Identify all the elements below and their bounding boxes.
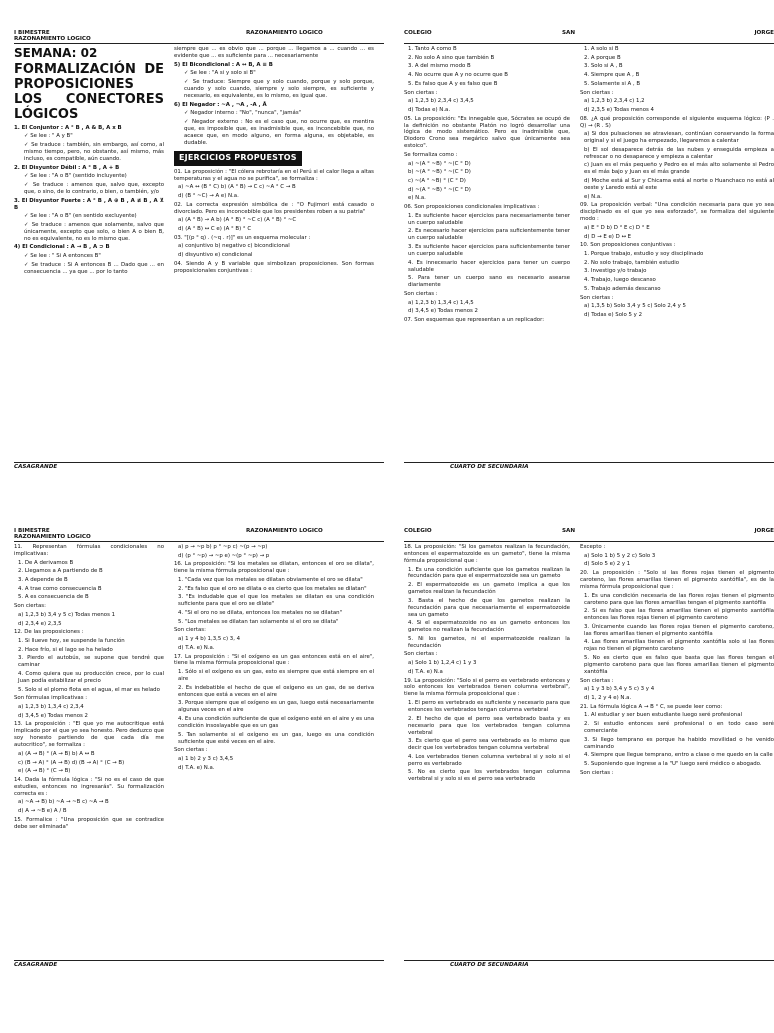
paragraph: 4) El Condicional : A → B , A ⊃ B <box>14 244 110 251</box>
paragraph: 2. Es indebatible el hecho de que el oxígeno es un gas, de se deriva entonces que está a veces en el aire <box>178 684 374 698</box>
paragraph: Son ciertas : <box>174 747 208 754</box>
paragraph: Son ciertas : <box>404 290 438 297</box>
paragraph: e) N.a. <box>584 193 602 200</box>
paragraph: 2. El Disyuntor Débil : A ° B , A + B <box>14 164 120 171</box>
paragraph: 14. Dada la fórmula lógica : "Si no es el caso de que estudies, entonces no ingresarás". Su formalización correcta es : <box>14 776 164 797</box>
paragraph: 01. La proposición : "El cólera rebrotaría en el Perú si el calor llega a altas temperaturas y el agua no se purifica", se formaliza : <box>174 168 374 182</box>
paragraph: Son ciertas: <box>174 627 206 634</box>
header-left: I BIMESTRE <box>14 528 50 534</box>
paragraph: 2. "Es falso que el oro se dilata o es cierto que los metales se dilatan" <box>178 585 367 592</box>
footer-left: CASAGRANDE <box>14 464 58 470</box>
paragraph: d) 2,3,4 e) 2,3,5 <box>18 620 62 627</box>
paragraph: Son ciertas : <box>580 677 614 684</box>
text-column-2 <box>580 544 774 958</box>
paragraph: 5. A es consecuencia de B <box>18 594 89 601</box>
paragraph: a) 1,2,3 b) 1,3,4 c) 1,4,5 <box>408 299 474 306</box>
paragraph: ✓ Se lee : "A o B" (sentido incluyente) <box>24 173 127 180</box>
paragraph: a) 1 y 4 b) 1,3,5 c) 3, 4 <box>178 636 241 643</box>
paragraph: 5. Es falso que A y es falso que B <box>408 80 498 87</box>
paragraph: a) 1 b) 2 y 3 c) 3,4,5 <box>178 755 234 762</box>
paragraph: 2. Hace frío, si el lago se ha helado <box>18 646 113 653</box>
paragraph: 18. La proposición: "Si los gametos realizan la fecundación, entonces el espermatozoide es un gameto", tiene la misma fórmula proposicional que : <box>404 544 570 564</box>
page-header <box>404 30 774 44</box>
paragraph: 5. "Los metales se dilatan tan solamente si el oro se dilata" <box>178 618 339 625</box>
paragraph: 3. "Es indudable que el que los metales se dilatan es una condición suficiente para que el oro se dilate" <box>178 594 374 608</box>
paragraph: c) (B → A) ° (A → B) d) (B → A) ° (C → B) <box>18 759 125 766</box>
paragraph: 4. Los vertebrados tienen columna vertebral si y solo si el perro es vertebrado <box>408 753 570 767</box>
paragraph: 3. Es cierto que el perro sea vertebrado es lo mismo que decir que los vertebrados tengan columna vertebral <box>408 738 570 752</box>
header-left-subject: RAZONAMIENTO LOGICO <box>14 534 91 540</box>
paragraph: 1. Sólo si el oxígeno es un gas, esto es siempre que está siempre en el aire <box>178 669 374 683</box>
paragraph: 3. El Disyuntor Fuerte : A ° B , A ⊕ B , A ≢ B , A ⊻ B <box>14 197 164 211</box>
paragraph: ✓ Se traduce : también, sin embargo, así como, al mismo tiempo, pero, no obstante, así mismo, más incluso, es compatible, aún cuando. <box>24 142 164 162</box>
paragraph: 06. Son proposiciones condicionales implicativas : <box>404 204 540 211</box>
paragraph: 3. Porque siempre que el oxígeno es un gas, luego está necesariamente algunas veces en el aire <box>178 700 374 714</box>
paragraph: a) (A → B) ° (A → B) b) A ↔ B <box>18 750 95 757</box>
paragraph: b) El sol desaparece detrás de las nubes y enseguida empieza a refrescar o no desaparece y empieza a calentar <box>584 146 774 160</box>
paragraph: a) p → ~p b) p ° ~p c) ~(p → ~p) <box>178 544 268 550</box>
paragraph: a) 1 y 3 b) 3,4 y 5 c) 3 y 4 <box>584 686 655 693</box>
text-column-1 <box>404 46 570 460</box>
paragraph: 4. Es una condición suficiente de que el oxígeno esté en el aire y es una condición insoslayable que es un gas <box>178 715 374 729</box>
paragraph: d) D → E e) D ↔ E <box>584 233 632 240</box>
paragraph: 11. Representan fórmulas condicionales no implicativas: <box>14 544 164 557</box>
page-header <box>14 30 384 44</box>
paragraph: d) T.A. e) N.a. <box>178 764 215 771</box>
paragraph: ✓ Se lee : " A y B" <box>24 133 73 140</box>
paragraph: 1. Es una condición necesaria de las flores rojas tienen el pigmento caroteno para que las flores amarillas tengan el pigmento xantófila <box>584 592 774 606</box>
paragraph: siempre que ... es obvio que ... porque ... llegamos a ... cuando ... es evidente que ... es suficiente para ... necesariamente <box>174 46 374 59</box>
paragraph: 4. A trae como consecuencia B <box>18 585 102 592</box>
paragraph: 21. La fórmula lógica A → B ° C, se puede leer como: <box>580 703 723 710</box>
paragraph: 5. No es cierto que es falso que basta que las flores tengan el pigmento caroteno para que las flores amarillas tienen el pigmento xantófila <box>584 655 774 675</box>
paragraph: 2. Si estudio entonces seré profesional o en todo caso seré comerciante <box>584 721 774 734</box>
paragraph: 4. Como quiera que su producción crece, por lo cual Juan podía estabilizar el precio <box>18 670 164 684</box>
paragraph: 4. Trabajo, luego descanso <box>584 277 656 284</box>
header-right: JORGE <box>754 528 774 534</box>
paragraph: 2. A porque B <box>584 54 621 61</box>
paragraph: b) ~(A ° ~B) ° ~(C ° D) <box>408 169 471 176</box>
paragraph: 4. No ocurre que A y no ocurre que B <box>408 72 508 79</box>
paragraph: 1. Es suficiente hacer ejercicios para necesariamente tener un cuerpo saludable <box>408 212 570 226</box>
paragraph: 3. Basta el hecho de que los gametos realizan la fecundación para que necesariamente el espermatozoide sea un gameto <box>408 597 570 618</box>
paragraph: 1. El Conjuntor : A ° B , A & B, A x B <box>14 124 122 131</box>
paragraph: c) Juan es el más pequeño y Pedro es el más alto solamente si Pedro es el más bajo y Juan es el más grande <box>584 162 774 176</box>
paragraph: a) 1,2,3 b) 2,3,4 c) 3,4,5 <box>408 98 474 105</box>
paragraph: 5. Para tener un cuerpo sano es necesario asearse diariamente <box>408 275 570 289</box>
page-2 <box>404 30 774 535</box>
paragraph: 5. Tan solamente si el oxígeno es un gas, luego es una condición suficiente que esté veces en el aire. <box>178 731 374 745</box>
paragraph: 3. A depende de B <box>18 577 68 584</box>
paragraph: d) (p ° ~p) → ~p e) ~(p ° ~p) → p <box>178 552 270 559</box>
paragraph: 08. ¿A qué proposición corresponde el siguiente esquema lógico: (P . Q) → (R . S) <box>580 115 774 129</box>
paragraph: ✓ Se lee : "A o B" (en sentido excluyente) <box>24 213 137 220</box>
text-column-2 <box>174 46 374 460</box>
paragraph: 5. Ni los gametos, ni el espermatozoide realizan la fecundación <box>408 635 570 649</box>
paragraph: 05. La proposición: "Es innegable que, Sócrates se ocupó de la definición no obstante Platón no logró desarrollar una lógica de modo sistemático. Pero es inadmisible que, Diodoro Crono sea megárico salvo que únicamente sea estoico". <box>404 115 570 150</box>
paragraph: a) Solo 1 b) 5 y 2 c) Solo 3 <box>584 552 656 559</box>
paragraph: 3. A del mismo modo B <box>408 63 471 70</box>
paragraph: a) 1,2,3 b) 1,3,4 c) 2,3,4 <box>18 703 84 710</box>
paragraph: 5. Solamente si A , B <box>584 80 641 87</box>
paragraph: ✓ Se traduce: Siempre que y solo cuando, porque y solo porque, cuando y solo cuando, siempre y solo siempre, es suficiente y necesario, es equivalente, es lo mismo, es igual que. <box>184 79 374 99</box>
paragraph: 1. "Cada vez que los metales se dilatan obviamente el oro se dilata" <box>178 577 363 584</box>
paragraph: a) ~(A ° ~B) ° ~(C ° D) <box>408 160 471 167</box>
paragraph: d) A → ~B e) A / B <box>18 808 67 815</box>
paragraph: 3. Pierdo el autobús, se supone que tendré que caminar <box>18 655 164 669</box>
paragraph: ✓ Se traduce : Si A entonces B ... Dado que ... en consecuencia ... ya que ... por lo tanto <box>24 261 164 275</box>
paragraph: 4. Las flores amarillas tienen el pigmento xantófila solo si las flores rojas no tienen el pigmento caroteno <box>584 639 774 653</box>
paragraph: FORMALIZACIÓN DE PROPOSICIONES LOS CONECTORES LÓGICOS <box>14 62 164 122</box>
paragraph: d) (A ° B) ↔ C e) (A ° B) ° C <box>178 225 252 232</box>
paragraph: 15. Formalice : "Una proposición que se contradice debe ser eliminada" <box>14 816 164 830</box>
header-center: RAZONAMIENTO LOGICO <box>246 30 323 36</box>
text-column-1 <box>14 544 164 958</box>
page-footer <box>14 462 384 474</box>
footer-left: CASAGRANDE <box>14 962 58 968</box>
paragraph: 2. No solo trabajo, también estudio <box>584 259 680 266</box>
paragraph: 5) El Bicondicional : A ↔ B, A ≡ B <box>174 61 273 68</box>
paragraph: 4. Siempre que llegue temprano, entro a clase o me quedo en la calle <box>584 752 773 759</box>
paragraph: a) Si dos pulsaciones se atraviesan, continúan conservando la forma original y si el juego ha empezado, llegaremos a calentar <box>584 131 774 145</box>
paragraph: ✓ Se traduce : amenos que solamente, salvo que únicamente, excepto que solo, o bien A o bien B, no es equivalente, no es lo mismo que. <box>24 221 164 242</box>
paragraph: a) ~A → B) b) ~A → ~B c) ~A → B <box>18 799 109 806</box>
exercises-banner: EJERCICIOS PROPUESTOS <box>174 151 302 165</box>
paragraph: c) ~(A ° ~B) ° (C ° D) <box>408 178 466 185</box>
paragraph: 1. Tanto A como B <box>408 46 457 52</box>
paragraph: 3. Solo si A , B <box>584 63 623 70</box>
paragraph: Son ciertas: <box>14 603 46 610</box>
paragraph: 4. Es innecesario hacer ejercicios para tener un cuerpo saludable <box>408 259 570 273</box>
paragraph: 2. No solo A sino que también B <box>408 54 495 61</box>
paragraph: d) T.A. e) N.a. <box>178 644 215 651</box>
paragraph: d) Todas e) N.a. <box>408 106 451 113</box>
paragraph: d) 3,4,5 e) Todas menos 2 <box>408 308 478 315</box>
page-footer <box>14 960 384 972</box>
paragraph: 03. "[(p ° q) . (~q . r)]" es un esquema molecular : <box>174 234 311 241</box>
paragraph: 5. Solo si el plomo flota en el agua, el mar es helado <box>18 686 160 693</box>
paragraph: a) 1,3,5 b) Solo 3,4 y 5 c) Solo 2,4 y 5 <box>584 303 686 310</box>
paragraph: 12. De las proposiciones : <box>14 629 84 636</box>
page-footer <box>404 462 774 474</box>
paragraph: d) Moche está al Sur y Chicama está al norte o Huanchaco no está al oeste y Laredo está al este <box>584 178 774 191</box>
paragraph: 1. De A derivamos B <box>18 559 74 566</box>
paragraph: 4. Si el espermatozoide no es un gameto entonces los gametos no realizan la fecundación <box>408 620 570 634</box>
paragraph: a) E ° D b) D ° E c) D ° E <box>584 224 650 231</box>
header-left: COLEGIO <box>404 30 432 36</box>
paragraph: 4. Siempre que A , B <box>584 72 640 79</box>
paragraph: 07. Son esquemas que representan a un replicador: <box>404 317 545 324</box>
paragraph: Son ciertas : <box>580 769 614 776</box>
header-center: SAN <box>562 30 576 36</box>
paragraph: 09. La proposición verbal: "Una condición necesaria para que yo sea disciplinado es el que yo sea esforzado", se formaliza del siguiente modo : <box>580 202 774 223</box>
paragraph: 5. No es cierto que los vertebrados tengan columna vertebral si y solo si es el perro sea vertebrado <box>408 769 570 783</box>
text-column-2 <box>580 46 774 460</box>
header-center: SAN <box>562 528 576 534</box>
page-4 <box>404 528 774 1033</box>
paragraph: 6) El Negador : ~A , ¬A , -A , Ā <box>174 101 267 108</box>
paragraph: 20. La proposición : "Solo si las flores rojas tienen el pigmento caroteno, las flores amarillas tienen el pigmento xantófila", es de la misma fórmula proposicional que : <box>580 570 774 590</box>
page-3 <box>14 528 384 1033</box>
paragraph: ✓ Se lee : "A si y solo si B" <box>184 70 256 77</box>
paragraph <box>174 148 374 168</box>
paragraph: 10. Son proposiciones conjuntivas : <box>580 242 676 249</box>
page-header <box>404 528 774 542</box>
paragraph: 1. Al estudiar y ser buen estudiante luego seré profesional <box>584 712 743 719</box>
paragraph: ✓ Se lee : " Si A entonces B" <box>24 253 101 260</box>
header-center: RAZONAMIENTO LOGICO <box>246 528 323 534</box>
paragraph: d) (B ° ~C) → A e) N.a. <box>178 192 239 199</box>
footer-right: CUARTO DE SECUNDARIA <box>450 962 529 968</box>
paragraph: Son ciertas : <box>404 651 438 658</box>
paragraph: d) Todas e) Solo 5 y 2 <box>584 311 642 318</box>
paragraph: a) 1,2,3 b) 2,3,4 c) 1,2 <box>584 98 645 105</box>
paragraph: 04. Siendo A y B variable que simbolizan proposiciones. Son formas proposicionales conjuntivas : <box>174 260 374 274</box>
paragraph: 5. Trabajo además descanso <box>584 285 661 292</box>
paragraph: 16. La proposición: "Si los metales se dilatan, entonces el oro se dilata", tiene la misma fórmula proposicional que : <box>174 561 374 575</box>
paragraph: 2. El espermatozoide es un gameto implica a que los gametos realizan la fecundación <box>408 582 570 596</box>
paragraph: 1. Es una condición suficiente que los gametos realizan la fecundación para que el espermatozoide sea un gameto <box>408 566 570 580</box>
text-column-2 <box>174 544 374 958</box>
header-right: JORGE <box>754 30 774 36</box>
paragraph: a) (A ° B) → A b) (A ° B) ° ~C c) (A ° B) ° ~C <box>178 217 297 224</box>
paragraph: Son ciertas : <box>580 294 614 301</box>
paragraph: 2. Es necesario hacer ejercicios para suficientemente tener un cuerpo saludable <box>408 228 570 242</box>
paragraph: Son fórmulas implicativas : <box>14 695 88 702</box>
paragraph: a) 1,2,3 b) 3,4 y 5 c) Todas menos 1 <box>18 611 116 618</box>
paragraph: d) ~(A ° ~B) ° ~(C ° D) <box>408 186 471 193</box>
paragraph: a) conjuntivo b) negativo c) bicondicional <box>178 243 290 250</box>
paragraph: a) ~A ↔ (B ° C) b) (A ° B) → C c) ~A ° C → B <box>178 184 296 191</box>
paragraph: ✓ Negador interno : "No", "nunca", "jamás" <box>184 110 302 117</box>
paragraph: 3. Únicamente cuando las flores rojas tienen el pigmento caroteno, las flores amarillas tienen el pigmento xantófila <box>584 623 774 637</box>
paragraph: 5. Suponiendo que ingrese a la "U" luego seré médico o abogado. <box>584 761 762 768</box>
paragraph: 3. Es suficiente hacer ejercicios para suficientemente tener un cuerpo saludable <box>408 244 570 257</box>
paragraph: 1. Porque trabajo, estudio y soy disciplinado <box>584 251 704 257</box>
paragraph: 17. La proposición : "Si el oxígeno es un gas entonces está en el aire", tiene la misma fórmula proposicional que : <box>174 653 374 667</box>
paragraph: 3. Si llego temprano es porque ha habido movilidad o he venido caminando <box>584 736 774 750</box>
paragraph: 1. Si llueve hoy, se suspende la función <box>18 637 125 644</box>
paragraph: Se formaliza como : <box>404 151 458 158</box>
paragraph: 19. La proposición: "Solo si el perro es vertebrado entonces y solo entonces los vertebrados tienen columna vertebral", tiene la misma fórmula proposicional que : <box>404 677 571 698</box>
header-left: I BIMESTRE <box>14 30 50 36</box>
page-footer <box>404 960 774 972</box>
paragraph: d) Solo 5 e) 2 y 1 <box>584 561 631 568</box>
paragraph: ✓ Negador externo : No es el caso que, no ocurre que, es mentira que, es imposible que, es inadmisible que, es inconcebible que, no acaece que, en modo alguno, en forma alguna, es objetable, es dudable. <box>184 118 374 146</box>
paragraph: a) Solo 1 b) 1,2,4 c) 1 y 3 <box>408 660 477 667</box>
paragraph: Son ciertas : <box>404 89 438 96</box>
paragraph: 4. "Si el oro no se dilata, entonces los metales no se dilatan" <box>178 610 343 617</box>
paragraph: e) (A → B) ° (C → B) <box>18 768 71 775</box>
paragraph: 2. Si es falso que las flores amarillas tienen el pigmento xantófila entonces las flores rojas tienen el pigmento caroteno <box>584 608 774 622</box>
paragraph: d) 2,3,5 e) Todas menos 4 <box>584 106 654 113</box>
text-column-1 <box>14 46 164 460</box>
header-left-subject: RAZONAMIENTO LOGICO <box>14 36 91 42</box>
paragraph: ✓ Se traduce : amenos que, salvo que, excepto que, o sino, de lo contrario, o bien, o también, y/o <box>24 182 164 195</box>
paragraph: 13. La proposición : "El que yo me autocritique está implicado por el que yo sea honesto. Pero deduzco que soy honesto partiendo de que cada día me autocritico", se formaliza : <box>14 721 164 749</box>
paragraph: d) disyuntivo e) condicional <box>178 252 253 259</box>
footer-right: CUARTO DE SECUNDARIA <box>450 464 529 470</box>
paragraph: e) N.a. <box>408 195 426 202</box>
page-1 <box>14 30 384 535</box>
paragraph: Excepto : <box>580 544 606 550</box>
header-left: COLEGIO <box>404 528 432 534</box>
paragraph: 2. Llegamos a A partiendo de B <box>18 568 103 575</box>
paragraph: d) 1, 2 y 4 e) N.a. <box>584 694 632 701</box>
paragraph: 1. El perro es vertebrado es suficiente y necesario para que entonces los vertebrados tengan columna vertebral <box>408 700 570 713</box>
page-header <box>14 528 384 542</box>
paragraph: d) 3,4,5 e) Todas menos 2 <box>18 712 88 719</box>
paragraph: SEMANA: 02 <box>14 46 98 60</box>
paragraph: Son ciertas : <box>580 89 614 96</box>
paragraph: 1. A solo si B <box>584 46 619 52</box>
paragraph: d) T.A. e) N.a <box>408 668 443 675</box>
text-column-1 <box>404 544 570 958</box>
paragraph: 3. Investigo y/o trabajo <box>584 268 647 275</box>
paragraph: 02. La correcta expresión simbólica de : "O Fujimori está casado o divorciado. Pero es inconcebible que los presidentes roben a su patria" <box>174 201 374 215</box>
paragraph: 2. El hecho de que el perro sea vertebrado basta y es necesario para que los vertebrados tengan columna vertebral <box>408 715 570 736</box>
